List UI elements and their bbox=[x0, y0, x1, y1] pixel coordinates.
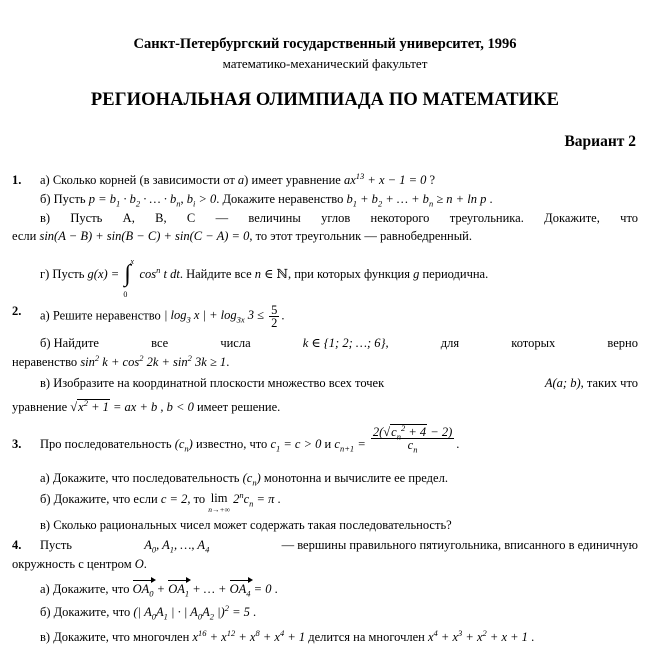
problem-1b: б) Пусть $p = b_1 \cdot b_2$ · … · $b_n$, $b_i > 0$. Докажите неравенство $b_1 + b_2$ + … + $b_n \ge n + \ln p$ . bbox=[40, 192, 493, 209]
problem-2c-line1: в) Изобразите на координатной плоскости множество всех точек A(a; b), таких что bbox=[40, 376, 638, 390]
problem-3-number: 3. bbox=[12, 437, 22, 451]
problem-4-number: 4. bbox=[12, 538, 22, 552]
problem-4b: б) Докажите, что (| $A_0A_1$ | · | $A_0A_2$ |)$^2$ = 5 . bbox=[40, 602, 257, 622]
problem-1-number: 1. bbox=[12, 173, 22, 187]
problem-2b-line1: б) Найдите все числа k ∈ {1; 2; …; 6}, для которых верно bbox=[40, 336, 638, 350]
problem-1c-line2: если sin(A − B) + sin(B − C) + sin(C − A) = 0, то этот треугольник — равнобедренный. bbox=[12, 229, 472, 243]
problem-2b-line2: неравенство $\sin^2 k + \cos^2 2k + \sin^2 3k \ge 1$. bbox=[12, 352, 230, 369]
problem-1c-line1: в) Пусть A, B, C — величины углов некоторого треугольника. Докажите, что bbox=[40, 211, 638, 225]
variant-label: Вариант 2 bbox=[564, 133, 636, 150]
problem-4-intro-line1: Пусть $A_0$, $A_1$, …, $A_4$ — вершины правильного пятиугольника, вписанного в единичную bbox=[40, 538, 638, 555]
problem-1a: а) Сколько корней (в зависимости от a) имеет уравнение $ax^{13} + x - 1 = 0$ ? bbox=[40, 170, 436, 187]
problem-3a: а) Докажите, что последовательность $(c_n)$ монотонна и вычислите ее предел. bbox=[40, 471, 448, 488]
problem-3b: б) Докажите, что если c = 2, то lim n→+∞ $2^nc_n = \pi$ . bbox=[40, 489, 281, 514]
problem-4a: а) Докажите, что $OA_0 + OA_1$ + … + $OA_4 = 0$ . bbox=[40, 582, 278, 599]
olympiad-title: РЕГИОНАЛЬНАЯ ОЛИМПИАДА ПО МАТЕМАТИКЕ bbox=[90, 90, 560, 110]
faculty-subtitle: математико-механический факультет bbox=[222, 56, 428, 71]
problem-1d: г) Пусть g(x) = x ∫ 0 $\cos^n t$ dt. Найдите все n ∈ ℕ, при которых функция g периодична. bbox=[40, 257, 489, 299]
problem-4-intro-line2: окружность с центром O. bbox=[12, 557, 147, 571]
problem-2c-line2: уравнение $√x^2 + 1$ = ax + b , b < 0 имеет решение. bbox=[12, 397, 281, 414]
integral-sign: x ∫ 0 bbox=[123, 257, 134, 299]
problem-4c: в) Докажите, что многочлен $x^{16} + x^{12} + x^8 + x^4 + 1$ делится на многочлен $x^4 + x^3 + x^2 + x + 1$ . bbox=[40, 627, 535, 644]
problem-2a: а) Решите неравенство | $\log_3 x$ | + $\log_{3x} 3$ ≤ $\frac{5}{2}$ . bbox=[40, 303, 285, 330]
problem-2-number: 2. bbox=[12, 304, 22, 318]
university-title: Санкт-Петербургский государственный университет, 1996 bbox=[133, 36, 517, 52]
problem-3c: в) Сколько рациональных чисел может содержать такая последовательность? bbox=[40, 518, 452, 532]
problem-3-intro: Про последовательность $(c_n)$ известно, что $c_1 = c > 0$ и $c_{n+1}$ = $\frac{2(√c_n^2 + 4 - 2)}{c_n}$ . bbox=[40, 422, 460, 455]
